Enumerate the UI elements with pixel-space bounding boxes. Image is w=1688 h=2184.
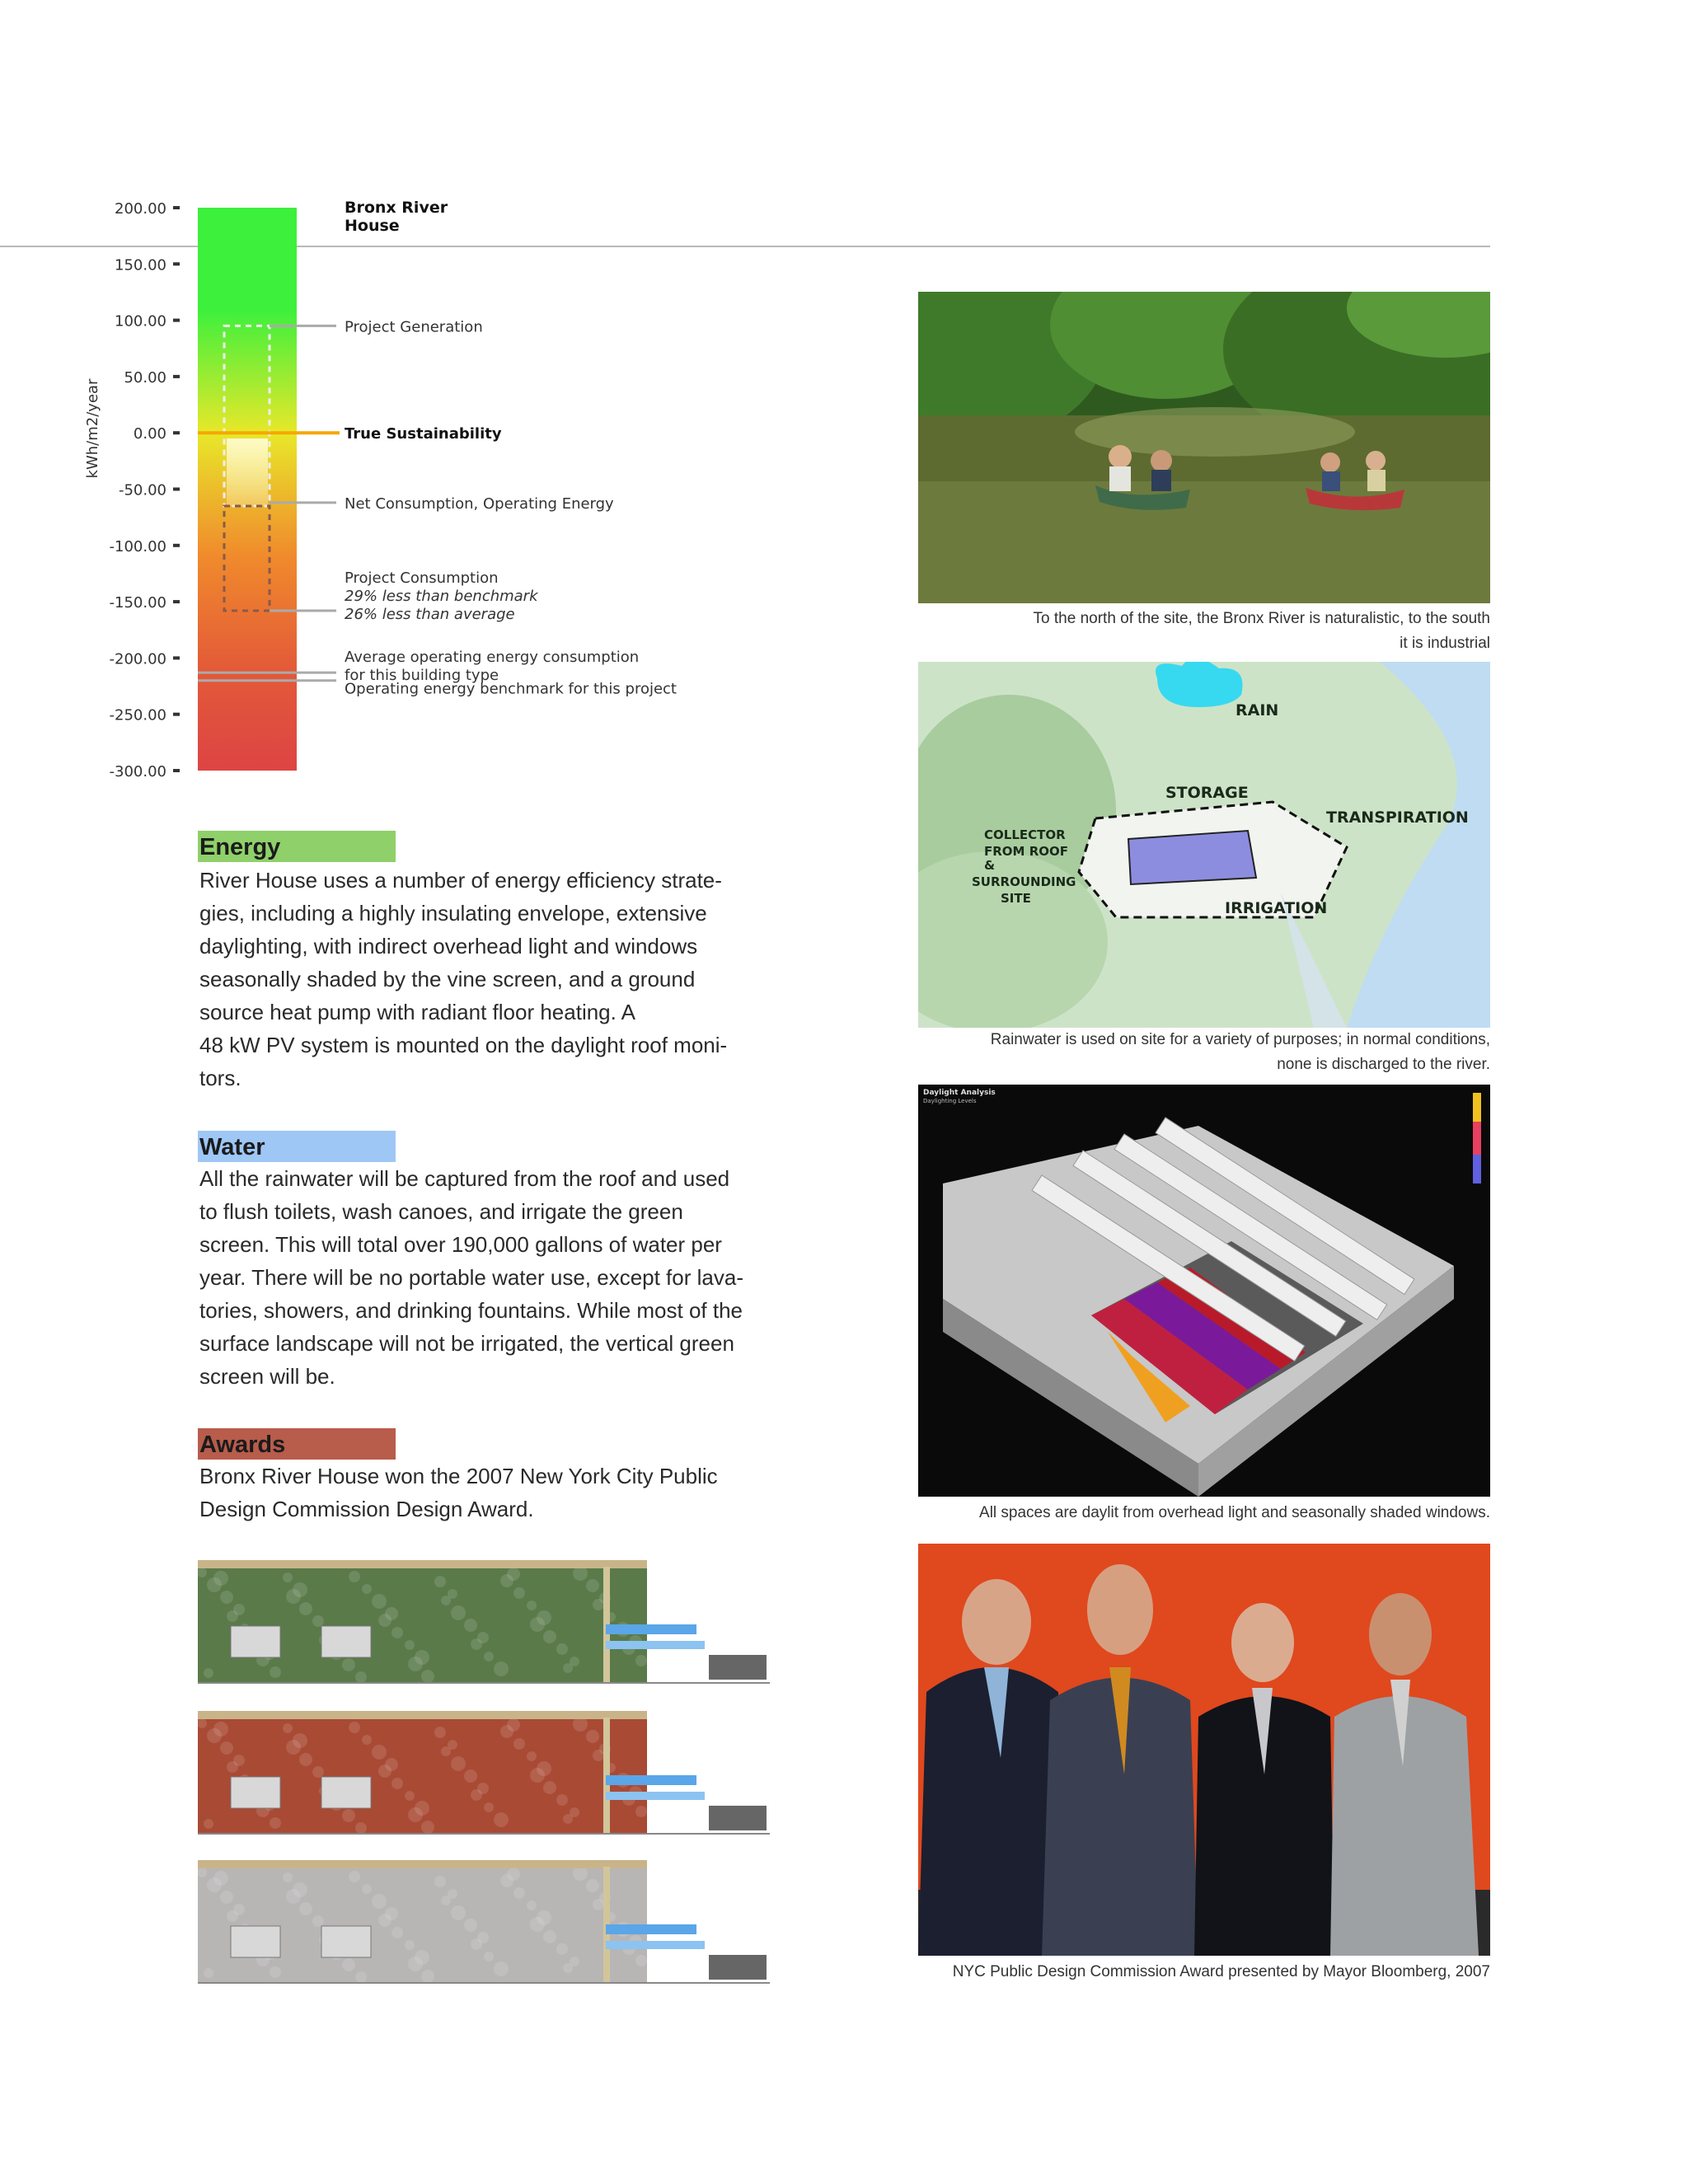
foliage-texture (556, 1943, 568, 1955)
y-tick-label: 50.00 (124, 368, 166, 387)
water-heading: Water (198, 1131, 396, 1162)
canopy (606, 1924, 696, 1934)
river-photo (918, 292, 1490, 603)
sketch-label-irrigation: IRRIGATION (1225, 899, 1328, 917)
y-tick-mark (173, 488, 180, 491)
foliage-texture (220, 1591, 233, 1604)
foliage-texture (635, 1655, 647, 1666)
foliage-texture (527, 1601, 537, 1610)
foliage-texture (362, 1884, 372, 1894)
foliage-texture (349, 1571, 360, 1582)
foliage-texture (213, 1571, 228, 1586)
foliage-texture (355, 1971, 367, 1983)
foliage-texture (586, 1879, 599, 1892)
truck (709, 1655, 767, 1680)
foliage-texture (543, 1781, 556, 1794)
sketch-caption-line1: Rainwater is used on site for a variety of purposes; in normal conditions, (990, 1031, 1490, 1048)
elevation-red (198, 1711, 770, 1835)
window (321, 1626, 371, 1657)
awards-line: Design Commission Design Award. (199, 1497, 534, 1521)
window (231, 1777, 280, 1808)
canopy (606, 1792, 705, 1800)
energy-line: seasonally shaded by the vine screen, and a ground (199, 967, 696, 991)
foliage-texture (464, 1769, 477, 1783)
foliage-texture (392, 1927, 403, 1938)
roof-edge (198, 1860, 647, 1868)
foliage-texture (434, 1576, 446, 1587)
foliage-texture (270, 1666, 281, 1678)
foliage-texture (385, 1907, 398, 1920)
sketch-label-collector: COLLECTOR (984, 827, 1066, 842)
foliage-texture (448, 1889, 457, 1899)
foliage-texture (451, 1905, 466, 1920)
foliage-texture (349, 1722, 360, 1733)
foliage-texture (204, 1819, 213, 1829)
y-tick-mark (173, 656, 180, 659)
foliage-texture (392, 1627, 403, 1638)
river-caption-line2: it is industrial (1400, 635, 1490, 652)
net-consumption-highlight (227, 438, 268, 506)
foliage-texture (392, 1778, 403, 1789)
foliage-texture (355, 1822, 367, 1834)
foliage-texture (385, 1607, 398, 1620)
sketch-label-storage: STORAGE (1165, 784, 1249, 802)
sketch-label-site: SITE (1001, 891, 1031, 906)
foliage-texture (513, 1587, 525, 1599)
foliage-texture (451, 1605, 466, 1620)
river-caption-line1: To the north of the site, the Bronx River is naturalistic, to the south (1033, 610, 1490, 627)
foliage-texture (283, 1872, 293, 1882)
series-title-line1: Bronx River (345, 199, 448, 217)
foliage-texture (543, 1630, 556, 1643)
foliage-texture (312, 1766, 324, 1778)
foliage-texture (464, 1619, 477, 1632)
foliage-texture (283, 1723, 293, 1733)
canopy (606, 1624, 696, 1634)
foliage-texture (477, 1783, 489, 1794)
daylight-header: Daylight Analysis (923, 1089, 996, 1097)
annotation-label: 26% less than average (345, 606, 515, 624)
y-tick-label: -250.00 (109, 706, 166, 724)
foliage-texture (355, 1671, 367, 1683)
sketch-label-rain: RAIN (1236, 701, 1279, 719)
sketch-label-and: & (984, 858, 996, 873)
water-line: screen. This will total over 190,000 gallons of water per (199, 1232, 722, 1257)
foliage-texture (405, 1791, 415, 1801)
water-line: year. There will be no portable water use, except for lava- (199, 1265, 743, 1290)
canopy (606, 1775, 696, 1785)
window (231, 1626, 280, 1657)
annotation-label: Net Consumption, Operating Energy (345, 494, 614, 513)
foliage-texture (513, 1887, 525, 1899)
energy-line: gies, including a highly insulating envelope, extensive (199, 901, 707, 926)
foliage-texture (293, 1733, 307, 1748)
elevation-green (198, 1560, 770, 1684)
truck (709, 1955, 767, 1980)
foliage-texture (405, 1640, 415, 1650)
energy-chart (74, 190, 816, 799)
canopy (606, 1641, 705, 1649)
foliage-texture (362, 1735, 372, 1745)
annotation-label: Average operating energy consumption (345, 649, 640, 667)
foliage-texture (293, 1582, 307, 1597)
canopy (606, 1941, 705, 1949)
foliage-texture (451, 1756, 466, 1771)
annotation-label: Project Generation (345, 318, 483, 336)
foliage-texture (527, 1751, 537, 1761)
daylight-subheader: Daylighting Levels (923, 1098, 977, 1104)
foliage-texture (448, 1740, 457, 1750)
river-caption (907, 607, 1490, 656)
y-tick-label: 200.00 (115, 200, 166, 218)
elevation-grey (198, 1860, 770, 1984)
foliage-texture (362, 1584, 372, 1594)
y-tick-label: -300.00 (109, 763, 166, 780)
foliage-texture (372, 1745, 387, 1760)
foliage-texture (372, 1894, 387, 1909)
foliage-texture (507, 1718, 520, 1732)
foliage-texture (233, 1904, 245, 1915)
foliage-texture (421, 1970, 434, 1983)
water-body (199, 1162, 776, 1393)
window (321, 1777, 371, 1808)
foliage-texture (494, 1661, 509, 1676)
y-tick-label: -100.00 (109, 537, 166, 555)
foliage-texture (415, 1650, 429, 1665)
foliage-texture (635, 1806, 647, 1817)
foliage-texture (556, 1794, 568, 1806)
annotation-label: for this building type (345, 667, 499, 685)
foliage-texture (556, 1643, 568, 1655)
foliage-texture (405, 1940, 415, 1950)
foliage-texture (537, 1610, 551, 1625)
y-tick-mark (173, 713, 180, 716)
foliage-texture (415, 1801, 429, 1816)
foliage-texture (507, 1568, 520, 1581)
y-tick-label: -200.00 (109, 650, 166, 668)
foliage-texture (233, 1604, 245, 1615)
foliage-texture (220, 1891, 233, 1904)
foliage-texture (537, 1910, 551, 1925)
y-tick-mark (173, 206, 180, 209)
foliage-texture (421, 1821, 434, 1834)
roof-edge (198, 1711, 647, 1719)
foliage-texture (349, 1871, 360, 1882)
foliage-texture (484, 1802, 494, 1812)
foliage-texture (293, 1882, 307, 1897)
annotation-label: 29% less than benchmark (345, 588, 538, 606)
y-tick-mark (173, 769, 180, 772)
foliage-texture (513, 1738, 525, 1750)
y-tick-mark (173, 431, 180, 434)
foliage-texture (220, 1741, 233, 1755)
foliage-texture (421, 1670, 434, 1683)
foliage-texture (477, 1632, 489, 1643)
y-tick-mark (173, 375, 180, 378)
energy-body (199, 864, 776, 1094)
daylight-analysis-render (918, 1085, 1490, 1497)
foliage-texture (415, 1950, 429, 1965)
foliage-texture (299, 1602, 312, 1615)
foliage-texture (586, 1579, 599, 1592)
foliage-texture (507, 1868, 520, 1881)
y-tick-label: 150.00 (115, 256, 166, 274)
awards-body (199, 1460, 776, 1526)
awards-line: Bronx River House won the 2007 New York City Public (199, 1464, 718, 1488)
foliage-texture (299, 1753, 312, 1766)
foliage-texture (312, 1915, 324, 1927)
foliage-texture (484, 1952, 494, 1961)
foliage-texture (342, 1809, 355, 1822)
foliage-texture (527, 1900, 537, 1910)
roof-edge (198, 1560, 647, 1568)
annotation-label: Operating energy benchmark for this project (345, 680, 677, 698)
foliage-texture (213, 1722, 228, 1736)
foliage-texture (570, 1807, 579, 1817)
foliage-texture (213, 1871, 228, 1886)
foliage-texture (484, 1652, 494, 1661)
foliage-texture (537, 1761, 551, 1776)
award-ceremony-photo (918, 1544, 1490, 1956)
foliage-texture (342, 1658, 355, 1671)
energy-line: River House uses a number of energy efficiency strate- (199, 868, 722, 893)
y-tick-mark (173, 262, 180, 265)
foliage-texture (570, 1657, 579, 1666)
y-tick-label: -50.00 (118, 481, 166, 499)
foliage-texture (494, 1961, 509, 1976)
foliage-texture (233, 1755, 245, 1766)
foliage-texture (204, 1668, 213, 1678)
water-line: surface landscape will not be irrigated, the vertical green (199, 1331, 734, 1356)
annotation-label: True Sustainability (345, 425, 502, 443)
foliage-texture (434, 1876, 446, 1887)
window (231, 1926, 280, 1957)
sketch-label-from-roof: FROM ROOF (984, 844, 1068, 859)
foliage-texture (464, 1919, 477, 1932)
foliage-texture (570, 1957, 579, 1966)
y-tick-mark (173, 600, 180, 603)
water-line: All the rainwater will be captured from the roof and used (199, 1166, 730, 1191)
foliage-texture (494, 1812, 509, 1827)
foliage-texture (312, 1615, 324, 1627)
truck (709, 1806, 767, 1830)
y-tick-mark (173, 544, 180, 547)
energy-line: 48 kW PV system is mounted on the daylight roof moni- (199, 1033, 728, 1057)
y-axis-label: kWh/m2/year (84, 378, 101, 479)
window (321, 1926, 371, 1957)
water-line: tories, showers, and drinking fountains. While most of the (199, 1298, 743, 1323)
foliage-texture (270, 1966, 281, 1978)
y-tick-label: -150.00 (109, 594, 166, 612)
foliage-texture (385, 1758, 398, 1771)
rainwater-sketch (918, 662, 1490, 1028)
daylight-caption: All spaces are daylit from overhead light and seasonally shaded windows. (979, 1504, 1490, 1521)
y-tick-mark (173, 319, 180, 322)
foliage-texture (204, 1968, 213, 1978)
y-tick-label: 100.00 (115, 312, 166, 330)
foliage-texture (342, 1958, 355, 1971)
sketch-label-transpiration: TRANSPIRATION (1326, 808, 1469, 827)
foliage-texture (448, 1589, 457, 1599)
foliage-texture (299, 1902, 312, 1915)
awards-heading: Awards (198, 1428, 396, 1460)
foliage-texture (543, 1930, 556, 1943)
award-caption: NYC Public Design Commission Award presented by Mayor Bloomberg, 2007 (952, 1963, 1490, 1980)
foliage-texture (434, 1727, 446, 1738)
foliage-texture (270, 1817, 281, 1829)
energy-line: tors. (199, 1066, 241, 1090)
sketch-caption (907, 1028, 1490, 1077)
foliage-texture (283, 1572, 293, 1582)
foliage-texture (635, 1955, 647, 1966)
water-line: screen will be. (199, 1364, 335, 1389)
foliage-texture (586, 1730, 599, 1743)
energy-heading: Energy (198, 831, 396, 862)
foliage-texture (477, 1932, 489, 1943)
series-title-line2: House (345, 217, 400, 235)
y-tick-label: 0.00 (133, 425, 166, 443)
energy-line: source heat pump with radiant floor heating. A (199, 1000, 635, 1024)
sketch-label-surrounding: SURROUNDING (972, 874, 1076, 889)
energy-line: daylighting, with indirect overhead light and windows (199, 934, 698, 958)
annotation-label: Project Consumption (345, 569, 499, 588)
sketch-caption-line2: none is discharged to the river. (1277, 1056, 1490, 1073)
water-line: to flush toilets, wash canoes, and irrigate the green (199, 1199, 683, 1224)
foliage-texture (372, 1594, 387, 1609)
